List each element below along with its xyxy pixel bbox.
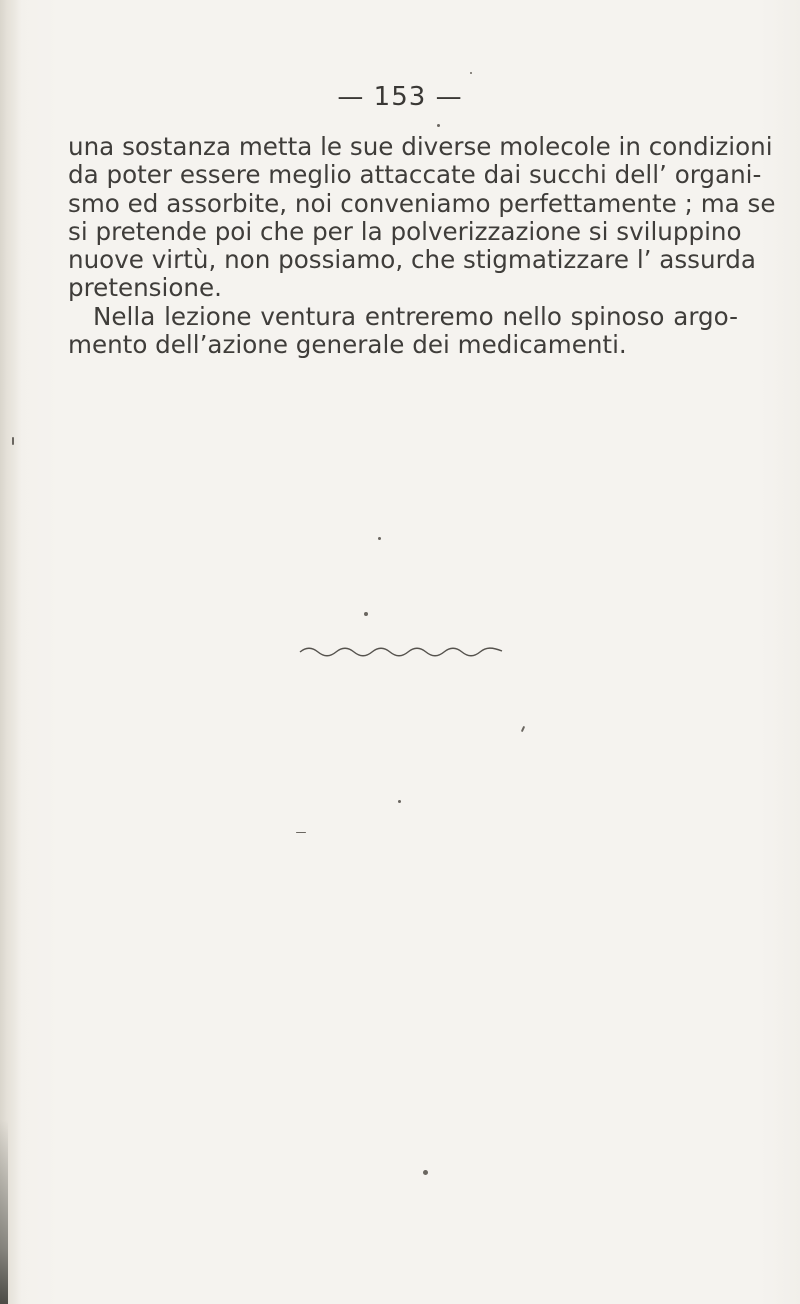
paper-speck: [12, 437, 14, 445]
text-line: nuove virtù, non possiamo, che stigmatizzare l’ assurda: [68, 245, 756, 275]
text-line: da poter essere meglio attaccate dai succhi dell’ organi-: [68, 160, 762, 190]
wavy-rule-ornament-icon: [298, 645, 504, 657]
page-edge-shadow: [0, 1120, 8, 1304]
text-line: mento dell’azione generale dei medicamenti.: [68, 330, 627, 360]
paper-speck: [470, 72, 472, 74]
text-line: smo ed assorbite, noi conveniamo perfettamente ; ma se: [68, 188, 776, 218]
body-text: [68, 132, 776, 360]
page-number-header: — 153 —: [337, 82, 463, 112]
paper-speck: [296, 832, 306, 833]
paper-speck: [521, 726, 525, 732]
text-line: Nella lezione ventura entreremo nello spinoso argo-: [93, 301, 738, 331]
paper-speck: [423, 1170, 428, 1175]
paper-speck: [378, 537, 381, 540]
page-gutter-shadow: [0, 0, 22, 1304]
text-line: si pretende poi che per la polverizzazione si sviluppino: [68, 216, 742, 246]
paper-speck: [398, 800, 401, 803]
paper-speck: [364, 612, 368, 616]
text-line: pretensione.: [68, 273, 222, 303]
text-line: una sostanza metta le sue diverse molecole in condizioni: [68, 132, 773, 161]
paper-speck: [437, 124, 440, 127]
